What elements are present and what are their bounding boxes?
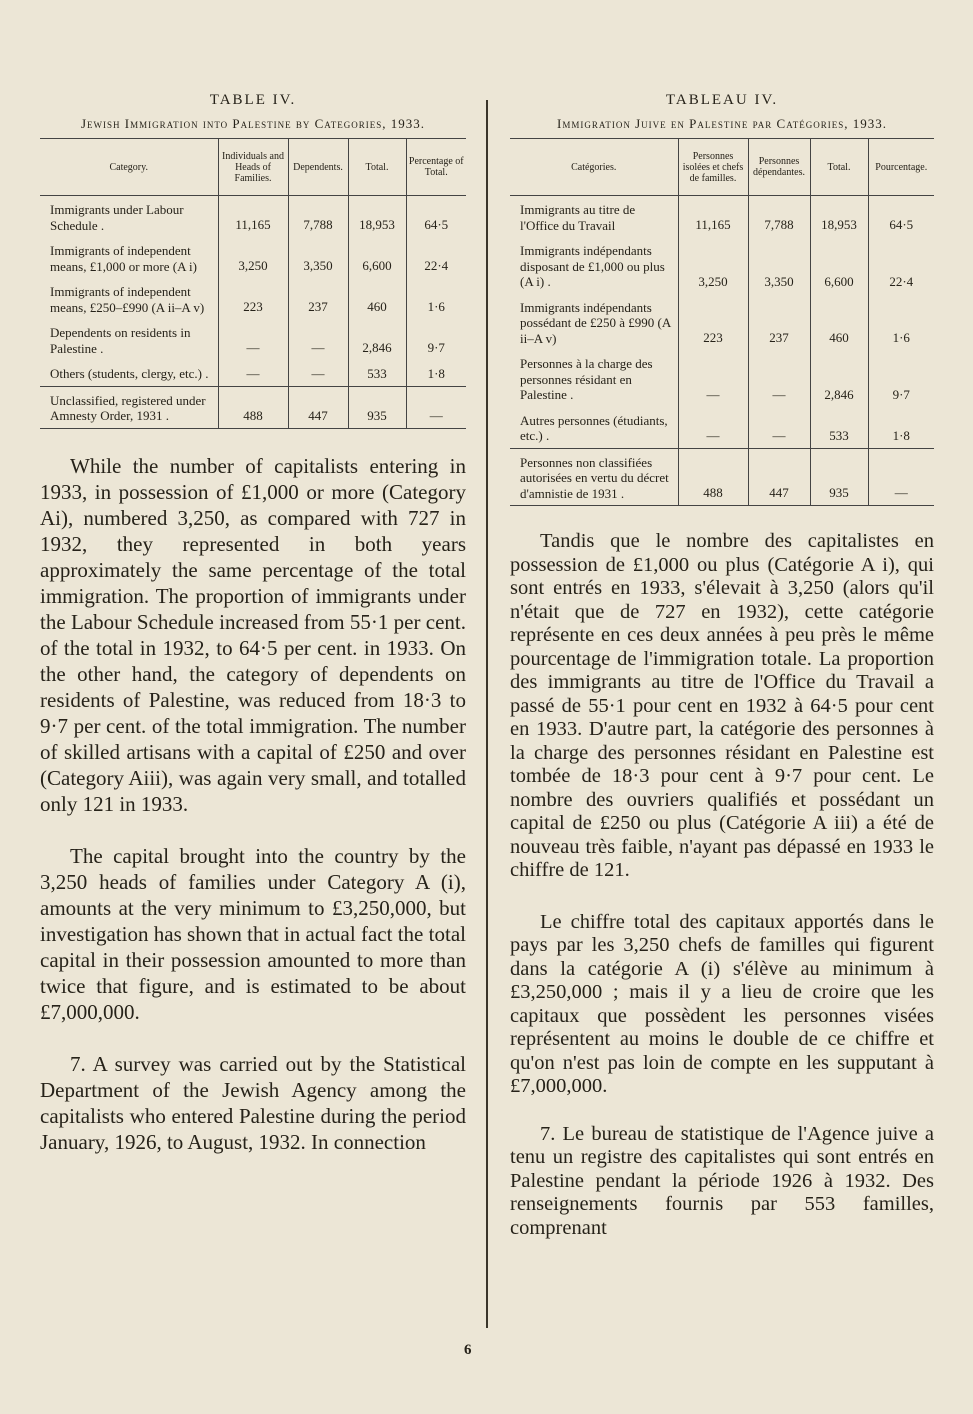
table-row — [510, 196, 934, 238]
cell-total: 935 — [810, 448, 868, 506]
table-row — [40, 386, 466, 428]
cell-category: Others (students, clergy, etc.) . — [40, 360, 218, 386]
cell-dependents: 447 — [288, 386, 348, 428]
cell-percentage: 64·5 — [868, 196, 934, 238]
cell-percentage: — — [406, 386, 466, 428]
header-total: Total. — [810, 139, 868, 196]
table-caption: Immigration Juive en Palestine par Catégories, 1933. — [557, 116, 887, 131]
cell-individuals: 488 — [678, 448, 748, 506]
cell-total: 6,600 — [810, 237, 868, 294]
cell-category: Dependents on residents in Palestine . — [50, 325, 191, 356]
cell-individuals: 11,165 — [678, 196, 748, 238]
cell-total: 18,953 — [810, 196, 868, 238]
header-dependents: Dependents. — [288, 139, 348, 196]
paragraph: The capital brought into the country by the 3,250 heads of families under Category A (i), amounts at the very minimum to £3,250,000, but investigation has shown that in actual fact the total capital in their possession amounted to more than twice that figure, and is estimated to be about £7,000,000. — [40, 843, 466, 1024]
cell-dependents: — — [288, 360, 348, 386]
cell-total: 533 — [810, 407, 868, 449]
cell-category: Immigrants of independent means, £1,000 or more (A i) — [50, 243, 197, 274]
paragraph: Le chiffre total des capitaux apportés dans le pays par les 3,250 chefs de familles qui figurent dans la catégorie A (i) s'élève au minimum à £3,250,000 ; mais il y a lieu de croire que les capitaux que possèdent les personnes visées représentent au moins le double de ce chiffre et qu'on n'est pas loin de compte en les supputant à £7,000,000. — [510, 910, 934, 1097]
cell-category: Personnes à la charge des personnes résidant en Palestine . — [520, 356, 653, 402]
cell-dependents: 7,788 — [288, 196, 348, 238]
cell-dependents: 7,788 — [748, 196, 810, 238]
table-label: TABLEAU IV. — [665, 92, 779, 108]
table-caption: Jewish Immigration into Palestine by Categories, 1933. — [80, 116, 426, 131]
cell-category: Immigrants of independent means, £250–£990 (A ii–A v) — [50, 284, 205, 315]
cell-percentage: 9·7 — [868, 350, 934, 407]
cell-individuals: — — [218, 319, 288, 360]
cell-total: 533 — [348, 360, 406, 386]
cell-dependents: 237 — [748, 294, 810, 351]
cell-total: 6,600 — [348, 237, 406, 278]
cell-individuals: 3,250 — [218, 237, 288, 278]
paragraph: 7. A survey was carried out by the Statistical Department of the Jewish Agency among the capitalists who entered Palestine during the period January, 1926, to August, 1932. In connection — [40, 1051, 466, 1154]
cell-individuals: 223 — [218, 278, 288, 319]
table-row — [40, 196, 466, 238]
cell-percentage: 1·8 — [406, 360, 466, 386]
cell-individuals: 488 — [218, 386, 288, 428]
table-row — [40, 278, 466, 319]
header-individuals: Personnes isolées et chefs de familles. — [678, 139, 748, 196]
cell-percentage: 9·7 — [406, 319, 466, 360]
table-row — [510, 237, 934, 294]
cell-individuals: 11,165 — [218, 196, 288, 238]
table-row — [510, 407, 934, 449]
header-dependents: Personnes dépendantes. — [748, 139, 810, 196]
french-column — [510, 92, 934, 1240]
table-header-row — [510, 139, 934, 196]
table-row — [510, 350, 934, 407]
table-label: TABLE IV. — [209, 92, 297, 108]
header-total: Total. — [348, 139, 406, 196]
column-divider — [486, 100, 488, 1328]
cell-individuals: — — [678, 350, 748, 407]
cell-dependents: 3,350 — [748, 237, 810, 294]
cell-dependents: 237 — [288, 278, 348, 319]
cell-category: Immigrants indépendants disposant de £1,000 ou plus (A i) . — [520, 243, 665, 289]
cell-dependents: — — [748, 407, 810, 449]
cell-total: 460 — [348, 278, 406, 319]
immigration-table — [510, 138, 934, 506]
cell-total: 18,953 — [348, 196, 406, 238]
english-column — [40, 92, 466, 1155]
page-number: 6 — [464, 1342, 472, 1358]
table-row — [510, 448, 934, 506]
header-category: Catégories. — [510, 139, 678, 196]
cell-total: 2,846 — [348, 319, 406, 360]
cell-category: Immigrants under Labour Schedule . — [50, 202, 184, 233]
table-row — [510, 294, 934, 351]
cell-percentage: 1·8 — [868, 407, 934, 449]
cell-individuals: — — [218, 360, 288, 386]
cell-total: 460 — [810, 294, 868, 351]
paragraph: While the number of capitalists entering in 1933, in possession of £1,000 or more (Category Ai), numbered 3,250, as compared with 727 in 1932, they represented in both years approximately the same percentage of the total immigration. The proportion of immigrants under the Labour Schedule increased from 55·1 per cent. of the total in 1932, to 64·5 per cent. in 1933. On the other hand, the category of dependents on residents of Palestine, was reduced from 18·3 to 9·7 per cent. of the total immigration. The number of skilled artisans with a capital of £250 and over (Category Aiii), was again very small, and totalled only 121 in 1933. — [40, 453, 466, 816]
cell-dependents: — — [748, 350, 810, 407]
cell-percentage: 1·6 — [868, 294, 934, 351]
cell-percentage: 64·5 — [406, 196, 466, 238]
cell-dependents: 3,350 — [288, 237, 348, 278]
cell-category: Personnes non classifiées autorisées en vertu du décret d'amnistie de 1931 . — [510, 448, 678, 506]
cell-percentage: 22·4 — [406, 237, 466, 278]
cell-individuals: 3,250 — [678, 237, 748, 294]
cell-percentage: 1·6 — [406, 278, 466, 319]
cell-percentage: 22·4 — [868, 237, 934, 294]
cell-dependents: 447 — [748, 448, 810, 506]
cell-category: Immigrants indépendants possédant de £250 à £990 (A ii–A v) — [520, 299, 671, 346]
cell-dependents: — — [288, 319, 348, 360]
cell-total: 935 — [348, 386, 406, 428]
paragraph: 7. Le bureau de statistique de l'Agence juive a tenu un registre des capitalistes qui sont entrés en Palestine pendant la période 1926 à 1932. Des renseignements fournis par 553 familles, comprenant — [510, 1122, 934, 1239]
header-category: Category. — [40, 139, 218, 196]
cell-total: 2,846 — [810, 350, 868, 407]
header-percentage: Percentage of Total. — [406, 139, 466, 196]
cell-individuals: — — [678, 407, 748, 449]
cell-category: Unclassified, registered under Amnesty Order, 1931 . — [40, 386, 218, 428]
cell-individuals: 223 — [678, 294, 748, 351]
cell-category: Immigrants au titre de l'Office du Travail — [520, 202, 636, 233]
paragraph: Tandis que le nombre des capitalistes en possession de £1,000 ou plus (Catégorie A i), qui sont entrés en 1933, s'élevait à 3,250 (alors qu'il n'était que de 727 en 1932), cette catégorie représente en ces deux années à peu près le même pourcentage de l'immigration totale. La proportion des immigrants au titre de l'Office du Travail a passé de 55·1 pour cent en 1932 à 64·5 pour cent en 1933. D'autre part, la catégorie des personnes à la charge des personnes résidant en Palestine est tombée de 18·3 pour cent à 9·7 pour cent. Le nombre des ouvriers qualifiés et possédant un capital de £250 ou plus (Catégorie A iii) a été de nouveau très faible, n'ayant pas dépassé en 1933 le chiffre de 121. — [510, 530, 934, 881]
cell-percentage: — — [868, 448, 934, 506]
immigration-table — [40, 138, 466, 429]
table-header-row — [40, 139, 466, 196]
table-row — [40, 319, 466, 360]
cell-category: Autres personnes (étudiants, etc.) . — [510, 407, 678, 449]
header-individuals: Individuals and Heads of Families. — [218, 139, 288, 196]
header-percentage: Pourcentage. — [868, 139, 934, 196]
table-row — [40, 360, 466, 386]
table-row — [40, 237, 466, 278]
